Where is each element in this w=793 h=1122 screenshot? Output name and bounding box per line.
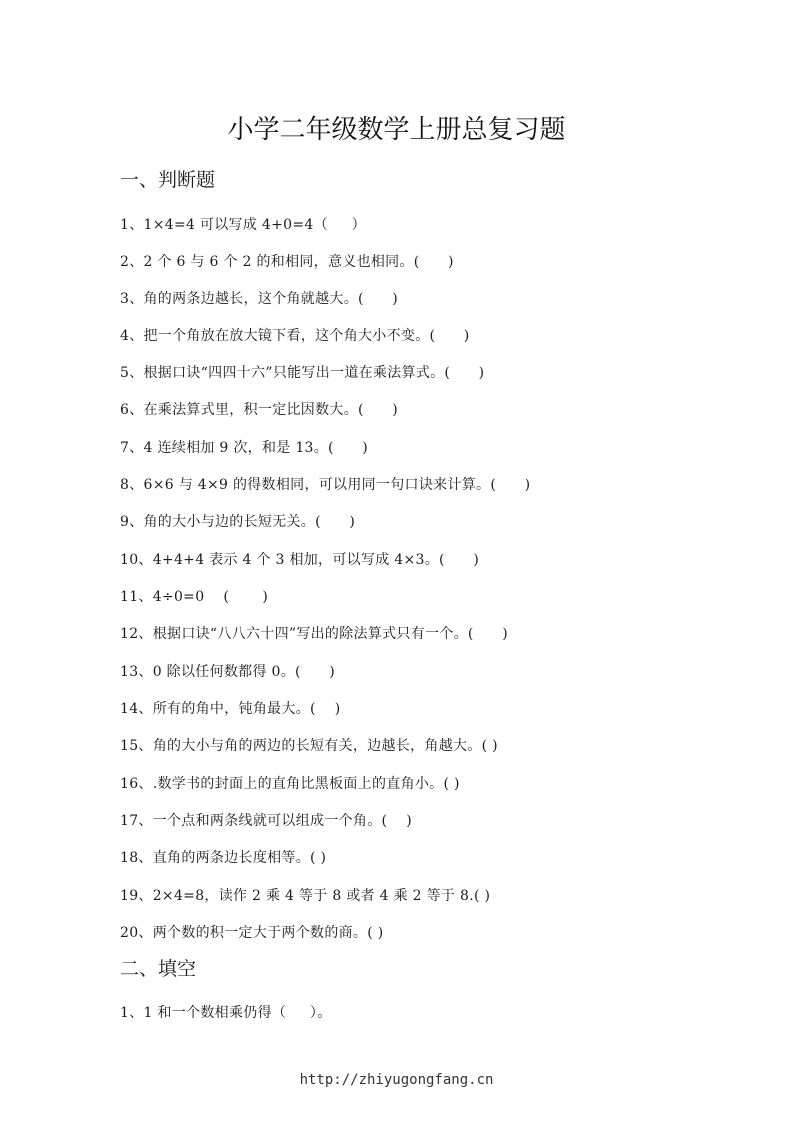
judgment-item-11: 11、4÷0=0 ( ) — [120, 589, 269, 605]
fill-blank-item-1: 1、1 和一个数相乘仍得（ ）。 — [120, 1005, 332, 1021]
judgment-item-10: 10、4+4+4 表示 4 个 3 相加，可以写成 4×3。( ) — [120, 552, 480, 568]
judgment-item-13: 13、0 除以任何数都得 0。( ) — [120, 664, 336, 680]
judgment-item-7: 7、4 连续相加 9 次，和是 13。( ) — [120, 440, 369, 456]
section-heading-fill-blank: 二、填空 — [120, 958, 197, 980]
judgment-item-19: 19、2×4=8，读作 2 乘 4 等于 8 或者 4 乘 2 等于 8.( ) — [120, 888, 491, 904]
judgment-item-14: 14、所有的角中，钝角最大。( ) — [120, 701, 341, 717]
judgment-item-12: 12、根据口诀“八八六十四”写出的除法算式只有一个。( ) — [120, 626, 508, 642]
footer-url: http://zhiyugongfang.cn — [299, 1072, 494, 1088]
judgment-item-18: 18、直角的两条边长度相等。( ) — [120, 850, 327, 866]
judgment-item-6: 6、在乘法算式里，积一定比因数大。( ) — [120, 402, 399, 418]
judgment-item-20: 20、两个数的积一定大于两个数的商。( ) — [120, 925, 384, 941]
section-heading-judgment: 一、判断题 — [120, 169, 216, 191]
judgment-item-3: 3、角的两条边越长，这个角就越大。( ) — [120, 291, 399, 307]
page-title: 小学二年级数学上册总复习题 — [227, 115, 566, 145]
judgment-item-1: 1、1×4=4 可以写成 4+0=4（ ） — [120, 217, 366, 233]
judgment-item-9: 9、角的大小与边的长短无关。( ) — [120, 514, 356, 530]
judgment-item-4: 4、把一个角放在放大镜下看，这个角大小不变。( ) — [120, 328, 470, 344]
judgment-item-8: 8、6×6 与 4×9 的得数相同，可以用同一句口诀来计算。( ) — [120, 477, 531, 493]
judgment-item-17: 17、一个点和两条线就可以组成一个角。( ) — [120, 813, 413, 829]
judgment-item-2: 2、2 个 6 与 6 个 2 的和相同，意义也相同。( ) — [120, 254, 454, 270]
judgment-item-16: 16、.数学书的封面上的直角比黑板面上的直角小。( ) — [120, 776, 460, 792]
judgment-item-15: 15、角的大小与角的两边的长短有关，边越长，角越大。( ) — [120, 738, 498, 754]
judgment-item-5: 5、根据口诀“四四十六”只能写出一道在乘法算式。( ) — [120, 365, 485, 381]
